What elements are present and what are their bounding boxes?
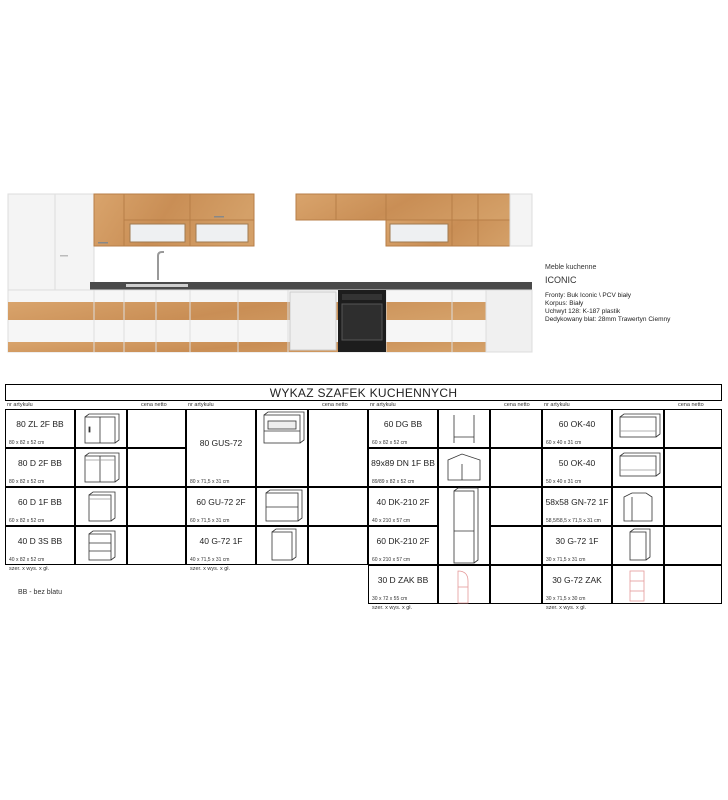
article-code: 58x58 GN-72 1F <box>545 496 609 507</box>
table-title: WYKAZ SZAFEK KUCHENNYCH <box>5 384 722 401</box>
price-cell <box>664 487 722 526</box>
price-cell <box>127 409 186 448</box>
dimensions-label: 60 x 71,5 x 31 cm <box>190 518 230 524</box>
article-code: 60 GU-72 2F <box>196 496 246 507</box>
price-cell <box>127 448 186 487</box>
wall-cabinet-glass-icon <box>256 411 308 489</box>
tall-cabinet-icon <box>438 489 490 567</box>
article-code: 80 GUS-72 <box>199 438 243 448</box>
price-cell <box>490 409 542 448</box>
dimensions-label: 60 x 210 x 57 cm <box>372 557 411 563</box>
dimensions-label: 58,5/58,5 x 71,5 x 31 cm <box>546 518 601 524</box>
header-article-number: nr artykułu <box>370 402 396 408</box>
dimensions-label: 30 x 71,5 x 30 cm <box>546 596 586 602</box>
article-code: 80 ZL 2F BB <box>16 418 64 429</box>
article-code: 60 DK-210 2F <box>376 535 430 546</box>
narrow-wall-cabinet-icon <box>612 528 664 567</box>
dimensions-label: 30 x 71,5 x 31 cm <box>546 557 586 563</box>
price-cell <box>127 487 186 526</box>
article-code: 60 D 1F BB <box>18 496 62 507</box>
spec-body: Korpus: Biały <box>545 300 584 307</box>
price-cell <box>490 487 542 526</box>
corner-wall-cabinet-icon <box>612 489 664 528</box>
article-code: 30 D ZAK BB <box>377 574 429 585</box>
article-code: 40 D 3S BB <box>17 535 63 546</box>
article-code: 60 DG BB <box>383 418 423 429</box>
dimension-legend: szer. x wys. x gł. <box>546 605 587 611</box>
open-wall-shelf-icon <box>612 567 664 606</box>
dimensions-label: 80 x 82 x 52 cm <box>9 479 45 485</box>
article-code: 89x89 DN 1F BB <box>371 457 435 468</box>
price-cell <box>308 409 368 487</box>
article-code: 50 OK-40 <box>558 457 596 468</box>
header-net-price: cena netto <box>322 402 348 408</box>
base-cabinet-2door-icon <box>75 450 127 489</box>
drawer-cabinet-icon <box>75 528 127 567</box>
dimension-legend: szer. x wys. x gł. <box>372 605 413 611</box>
oven-housing-icon <box>438 411 490 450</box>
dimensions-label: 80 x 82 x 52 cm <box>9 440 45 446</box>
header-net-price: cena netto <box>504 402 530 408</box>
code-cell <box>186 409 256 487</box>
dimension-legend: szer. x wys. x gł. <box>9 566 50 572</box>
article-code: 60 OK-40 <box>558 418 596 429</box>
price-cell <box>664 565 722 604</box>
sink-base-cabinet-icon <box>75 411 127 450</box>
price-cell <box>664 409 722 448</box>
corner-base-cabinet-icon <box>438 450 490 489</box>
base-cabinet-1door-icon <box>75 489 127 528</box>
spec-worktop: Dedykowany blat: 28mm Trawertyn Ciemny <box>545 316 671 323</box>
spec-handle: Uchwyt 128: K-187 plastik <box>545 308 621 315</box>
wall-cabinet-1door-icon <box>256 528 308 567</box>
cabinet-catalog-table <box>5 384 722 611</box>
open-end-shelf-icon <box>438 567 490 606</box>
price-cell <box>664 526 722 565</box>
dimensions-label: 30 x 72 x 55 cm <box>372 596 408 602</box>
wall-cabinet-2front-icon <box>256 489 308 528</box>
dimension-legend: szer. x wys. x gł. <box>190 566 231 572</box>
header-net-price: cena netto <box>678 402 704 408</box>
price-cell <box>664 448 722 487</box>
dimensions-label: 50 x 40 x 31 cm <box>546 479 582 485</box>
dimensions-label: 60 x 82 x 52 cm <box>372 440 408 446</box>
price-cell <box>308 526 368 565</box>
dimensions-label: 80 x 71,5 x 31 cm <box>190 479 230 485</box>
price-cell <box>127 526 186 565</box>
dimensions-label: 60 x 40 x 31 cm <box>546 440 582 446</box>
header-article-number: nr artykułu <box>544 402 570 408</box>
article-code: 30 G-72 ZAK <box>552 574 602 585</box>
dimensions-label: 60 x 82 x 52 cm <box>9 518 45 524</box>
dimensions-label: 40 x 210 x 57 cm <box>372 518 411 524</box>
dimensions-label: 89/89 x 82 x 52 cm <box>372 479 415 485</box>
article-code: 40 DK-210 2F <box>376 496 430 507</box>
footnote: BB - bez blatu <box>18 589 62 596</box>
spec-fronts: Fronty: Buk Iconic \ PCV biały <box>545 292 631 299</box>
header-article-number: nr artykułu <box>7 402 33 408</box>
header-net-price: cena netto <box>141 402 167 408</box>
flap-cabinet-icon <box>612 411 664 450</box>
price-cell <box>490 448 542 487</box>
article-code: 40 G-72 1F <box>199 535 243 546</box>
price-cell <box>308 487 368 526</box>
article-code: 30 G-72 1F <box>555 535 599 546</box>
header-article-number: nr artykułu <box>188 402 214 408</box>
flap-cabinet-icon <box>612 450 664 489</box>
dimensions-label: 40 x 71,5 x 31 cm <box>190 557 230 563</box>
product-line-title: ICONIC <box>545 275 577 285</box>
dimensions-label: 40 x 82 x 52 cm <box>9 557 45 563</box>
price-cell <box>490 526 542 565</box>
price-cell <box>490 565 542 604</box>
specs-list <box>545 292 670 324</box>
article-code: 80 D 2F BB <box>18 457 62 468</box>
kitchen-render-illustration <box>0 180 728 360</box>
product-line-label: Meble kuchenne <box>545 264 597 271</box>
